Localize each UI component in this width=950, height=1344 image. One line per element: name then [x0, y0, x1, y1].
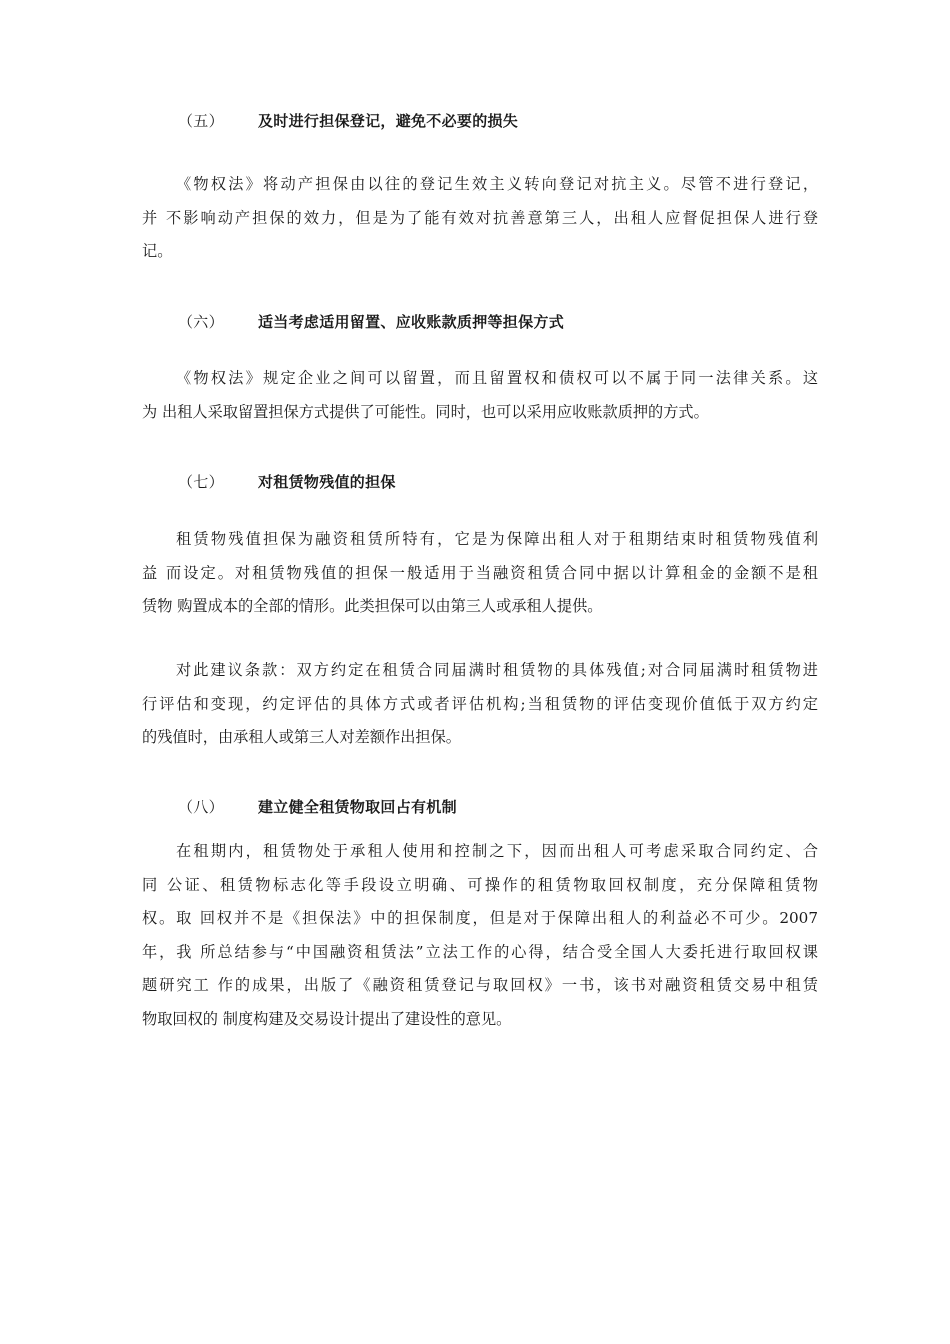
section-heading — [178, 471, 396, 492]
paragraph-line: 题研究工 作的成果，出版了《融资租赁登记与取回权》一书，该书对融资租赁交易中租赁 — [142, 976, 818, 994]
paragraph-line: 并 不影响动产担保的效力，但是为了能有效对抗善意第三人，出租人应督促担保人进行登 — [142, 208, 818, 227]
paragraph-line: 在租期内，租赁物处于承租人使用和控制之下，因而出租人可考虑采取合同约定、合 — [176, 842, 818, 860]
paragraph-line: 益 而设定。对租赁物残值的担保一般适用于当融资租赁合同中据以计算租金的金额不是租 — [142, 563, 818, 582]
paragraph-line: 《物权法》将动产担保由以往的登记生效主义转向登记对抗主义。尽管不进行登记， — [176, 175, 818, 193]
paragraph-line: 赁物 购置成本的全部的情形。此类担保可以由第三人或承租人提供。 — [142, 597, 603, 615]
paragraph — [142, 654, 818, 755]
paragraph — [142, 523, 818, 624]
section-title: 建立健全租赁物取回占有机制 — [258, 798, 457, 816]
paragraph-line: 记。 — [142, 242, 173, 260]
section-number: （八） — [178, 798, 224, 816]
section-number: （七） — [178, 473, 224, 491]
paragraph — [142, 168, 818, 269]
section-heading — [178, 110, 518, 131]
paragraph-line: 同 公证、租赁物标志化等手段设立明确、可操作的租赁物取回权制度，充分保障租赁物 — [142, 875, 818, 894]
section-title: 对租赁物残值的担保 — [258, 473, 396, 491]
paragraph-line: 权。取 回权并不是《担保法》中的担保制度，但是对于保障出租人的利益必不可少。2007 — [142, 909, 818, 927]
section-title: 及时进行担保登记，避免不必要的损失 — [258, 112, 519, 130]
section-heading — [178, 796, 457, 817]
paragraph-line: 租赁物残值担保为融资租赁所特有，它是为保障出租人对于租期结束时租赁物残值利 — [176, 530, 818, 548]
paragraph-line: 的残值时，由承租人或第三人对差额作出担保。 — [142, 728, 461, 746]
section-number: （六） — [178, 313, 224, 331]
paragraph-line: 《物权法》规定企业之间可以留置，而且留置权和债权可以不属于同一法律关系。这 — [176, 369, 818, 387]
section-heading — [178, 311, 564, 332]
paragraph-line: 年，我 所总结参与“中国融资租赁法”立法工作的心得，结合受全国人大委托进行取回权课 — [142, 942, 818, 961]
paragraph-line: 行评估和变现，约定评估的具体方式或者评估机构;当租赁物的评估变现价值低于双方约定 — [142, 694, 818, 713]
section-title: 适当考虑适用留置、应收账款质押等担保方式 — [258, 313, 565, 331]
section-number: （五） — [178, 112, 224, 130]
paragraph-line: 为 出租人采取留置担保方式提供了可能性。同时，也可以采用应收账款质押的方式。 — [142, 402, 709, 421]
paragraph — [142, 835, 818, 1036]
paragraph — [142, 362, 818, 429]
paragraph-line: 对此建议条款：双方约定在租赁合同届满时租赁物的具体残值;对合同届满时租赁物进 — [176, 661, 818, 679]
paragraph-line: 物取回权的 制度构建及交易设计提出了建设性的意见。 — [142, 1009, 512, 1028]
